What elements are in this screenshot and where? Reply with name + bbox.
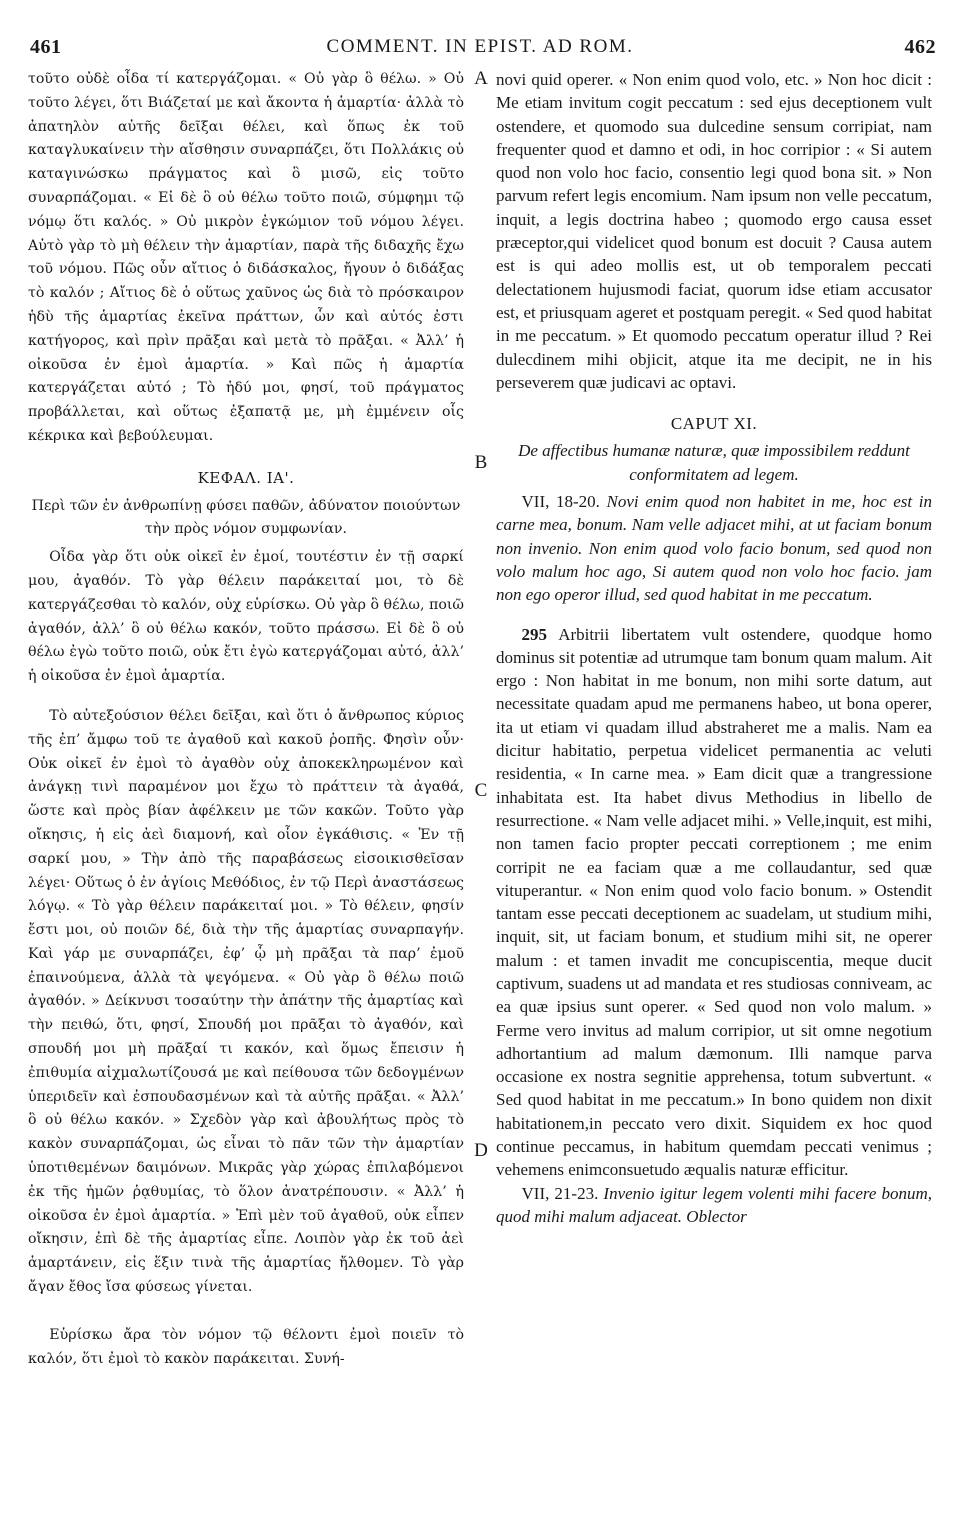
verse-reference: VII, 18-20. <box>521 492 600 512</box>
page-number-left: 461 <box>30 36 62 58</box>
greek-scripture-text: Οἶδα γὰρ ὅτι οὐκ οἰκεῖ ἐν ἐμοί, τουτέστιν ἐν τῇ σαρκί μου, ἀγαθόν. Τὸ γὰρ θέλειν παράκειταί μοι, τὸ δὲ κατεργάζεσθαι τὸ καλόν, οὐχ εὑρίσκω. Οὐ γὰρ ὃ θέλω, ποιῶ ἀγαθόν, ἀλλ’ ὃ οὐ θέλω κακόν, τοῦτο πράσσω. Εἰ δὲ ὃ οὐ θέλω ἐγὼ τοῦτο ποιῶ, οὐκ ἔτι ἐγὼ κατεργάζομαι αὐτό, ἀλλ’ ἡ οἰκοῦσα ἐν ἐμοὶ ἁμαρτία. <box>28 549 464 685</box>
greek-scripture-text-2: Εὑρίσκω ἄρα τὸν νόμον τῷ θέλοντι ἐμοὶ ποιεῖν τὸ καλόν, ὅτι ἐμοὶ τὸ κακὸν παράκειται. Συνή- <box>28 1326 464 1367</box>
margin-letter-b: B <box>474 452 488 473</box>
latin-verse-block-2 <box>496 1182 932 1229</box>
margin-letter-a: A <box>474 68 488 89</box>
verse-text: Invenio igitur legem volenti mihi facere bonum, quod mihi malum adjaceat. Oblector <box>496 1183 932 1226</box>
greek-paragraph-1: τοῦτο οὐδὲ οἶδα τί κατεργάζομαι. « Οὐ γὰρ ὃ θέλω. » Οὐ τοῦτο λέγει, ὅτι Βιάζεταί με καὶ ἄκοντα ἡ ἁμαρτία· ἀλλὰ τὸ ἀπατηλὸν αὐτῆς δεῖξαι θέλει, καὶ ὅπως ἐκ τοῦ καταγλυκαίνειν τὴν αἴσθησιν συναρπάζει, ὅτι Πολλάκις οὐ καταγινώσκω πράγματος καὶ ὃ μισῶ, εἰς τοῦτο συναρπάζομαι. « Εἰ δὲ ὃ οὐ θέλω τοῦτο ποιῶ, σύμφημι τῷ νόμῳ ὅτι καλός. » Οὐ μικρὸν ἐγκώμιον τοῦ νόμου λέγει. Αὐτὸ γὰρ τὸ μὴ θέλειν τὴν ἁμαρτίαν, παρὰ τῆς διδαχῆς ἔχω τοῦ νόμου. Πῶς οὖν αἴτιος ὁ διδάσκαλος, ἤγουν ὁ διδάξας τὸ καλόν ; Αἴτιος δὲ ὁ οὕτως χαῦνος ὡς διὰ τὸ πρόσκαιρον ἡδὺ τῆς ἁμαρτίας ἐκεῖνα πράττων, ὧν καὶ αὐτός ἐστι κατήγορος, καὶ πρὶν πρᾶξαι καὶ μετὰ τὸ πρᾶξαι. « Ἀλλ’ ἡ οἰκοῦσα ἐν ἐμοὶ ἁμαρτία. » Καὶ πῶς ἡ ἁμαρτία κατεργάζεται αὐτό ; Τὸ ἡδύ μοι, φησί, τοῦ πράγματος προβάλλεται, καὶ οὕτως ἐξαπατᾷ με, μὴ ἐμμένειν οἷς κέκρικα καὶ βεβούλευμαι. <box>28 71 464 444</box>
latin-paragraph-1: novi quid operer. « Non enim quod volo, etc. » Non hoc dicit : Me etiam invitum cogit peccatum : sed ejus deceptionem vult ostendere, et quomodo sua dulcedine sensum corripiat, nam frequenter quod et damno et odi, in hoc corripior : « Si autem quod non volo hoc facio, consentio legi quod bona sit. » Non parvum refert legis encomium. Nam ipsum non velle peccatum, inquit, a legis doctrina habeo ; quomodo ergo causa esset præceptor,qui videlicet quod bonum est docuit ? Causa autem est is qui adeo mollis est, ut ob temporalem peccati delectationem hujusmodi faciat, quorum idse etiam accusator est, et priusquam ageret et postquam peregit. « Sed quod habitat in me peccatum. » Et quomodo peccatum operatur illud ? Rei dulecdinem mihi objicit, atque ita me decipit, ne in his perseverem quæ judicavi ac optavi. <box>496 70 932 392</box>
latin-commentary-text: Arbitrii libertatem vult ostendere, quodque homo dominus sit potentiæ ad utrumque tam bonum quam malum. Ait ergo : Non habitat in me bonum, non mihi sorte datum, aut necessitate quadam apud me permanens habeo, ut bona operer, ita ut etiam vi quadam illud abstraheret me a malis. Nam ea dicitur habitatio, perpetua videlicet permanentia ac veluti residentia, « In carne mea. » Eam dicit quæ a trangressione inhabitata est. Ita habet divus Methodius in libello de resurrectione. « Nam velle adjacet mihi. » Velle,inquit, est mihi, non tamen facio propter peccati correptionem ; me enim corripit ne ea faciam quæ a me collaudantur, sed quæ vituperantur. « Non enim quod volo facio bonum. » Ostendit tantam esse peccati deceptionem ac suadelam, ut studium mihi, inquit, sit, ut faciam bonum, et studium mihi sit, ne operer malum : et tamen invadit me concupiscentia, meque ducit captivum, suadens ut ad mandata et res studiosas conniveam, ac ea quæ ipsius sunt operer. « Sed quod non volo malum. » Ferme vero invitus ad malum corripior, ut sit omne negotium adhortantium ad malum dæmonum. Illi namque parva occasione ex nostra segnitie apprehensa, totum subvertunt. « Sed quod habitat in me peccatum.» In bono quidem non dixit habitationem,in peccato vero dixit. Siquidem ex hoc quod continue peccamus, in habitum quemdam peccati venimus ; vehemens enimconsuetudo æqualis naturæ efficitur. <box>496 624 932 1180</box>
greek-paragraph-2: Τὸ αὐτεξούσιον θέλει δεῖξαι, καὶ ὅτι ὁ ἄνθρωπος κύριος τῆς ἐπ’ ἄμφω τοῦ τε ἀγαθοῦ καὶ κακοῦ ῥοπῆς. Φησὶν οὖν· Οὐκ οἰκεῖ ἐν ἐμοὶ τὸ ἀγαθὸν οὐχ ἀποκεκληρωμένον καὶ ἀνάγκῃ τινὶ παραμένον μοι ἔχω τὸ πράττειν τὰ ἀγαθά, ὥστε καὶ πρὸς βίαν ἀφέλκειν με τῶν κακῶν. Τοῦτο γὰρ οἴκησις, ἡ εἰς ἀεὶ διαμονή, καὶ οἷον ἐγκάθισις. « Ἐν τῇ σαρκί μου, » Τὴν ἀπὸ τῆς παραβάσεως εἰσοικισθεῖσαν λέγει· Οὕτως ὁ ἐν ἁγίοις Μεθόδιος, ἐν τῷ Περὶ ἀναστάσεως λόγῳ. « Τὸ γὰρ θέλειν παράκειταί μοι. » Τὸ θέλειν, φησίν ἔστι μοι, οὐ ποιῶν δέ, διὰ τὴν τῆς ἁμαρτίας συναρπαγήν. Καὶ γάρ με συναρπάζει, ἐφ’ ᾧ μὴ πρᾶξαι τὰ παρ’ ἐμοῦ ἐπαινούμενα, ἀλλὰ τὰ ψεγόμενα. « Οὐ γὰρ ὃ θέλω ποιῶ ἀγαθόν. » Δείκνυσι τοσαύτην τὴν ἀπάτην τῆς ἁμαρτίας καὶ τὴν πειθώ, ὅτι, φησί, Σπουδή μοι πρᾶξαι τὸ ἀγαθόν, καὶ σπουδή μοι μὴ πρᾶξαί τι κακόν, καὶ ὅμως ἔπεισιν ἡ ἐπιθυμία αἰχμαλωτίζουσά με καὶ πείθουσα τῶν δεδογμένων ὑπεριδεῖν καὶ ἐσπουδασμένων καὶ τὰ αὐτῆς πρᾶξαι. « Ἀλλ’ ὃ οὐ θέλω κακόν. » Σχεδὸν γὰρ καὶ ἀβουλήτως πρὸς τὸ κακὸν συναρπάζομαι, ὡς εἶναι τὸ πᾶν τῶν τὴν ἁμαρτίαν ὑποτιθεμένων δαιμόνων. Μικρᾶς γὰρ χώρας ἐπιλαβόμενοι ἐκ τῆς ἡμῶν ῥᾳθυμίας, τὸ ὅλον ἀνατρέπουσιν. « Ἀλλ’ ἡ οἰκοῦσα ἐν ἐμοὶ ἁμαρτία. » Ἐπὶ μὲν τοῦ ἀγαθοῦ, οὐκ εἶπεν οἴκησιν, ἐπὶ δὲ τῆς ἁμαρτίας εἶπε. Λοιπὸν γὰρ ἐκ τοῦ ἀεὶ ἁμαρτάνειν, εἰς ἕξιν τινὰ τῆς ἁμαρτίας ἤλθομεν. Τὸ γὰρ ἄγαν ἔθος ἴσα φύσεως γίνεται. <box>28 707 464 1296</box>
latin-column <box>496 68 932 1228</box>
verse-text: Novi enim quod non habitet in me, hoc est in carne mea, bonum. Nam velle adjacet mihi, at ut faciam bonum non invenio. Non enim quod volo facio bonum, sed quod non volo malum hoc ago, Si autem quod non volo hoc facio. jam non ego operor illud, sed quod habitat in me peccatum. <box>496 492 932 605</box>
margin-letter-c: C <box>474 780 488 801</box>
verse-reference: VII, 21-23. <box>521 1183 599 1203</box>
greek-chapter-subtitle: Περὶ τῶν ἐν ἀνθρωπίνῃ φύσει παθῶν, ἀδύνατον ποιούντων τὴν πρὸς νόμον συμφωνίαν. <box>31 497 461 538</box>
latin-chapter-title: CAPUT XI. <box>670 414 758 434</box>
greek-chapter-title: ΚΕΦΑΛ. ΙΑ'. <box>197 468 295 487</box>
latin-paragraph-2 <box>496 623 932 1182</box>
greek-column <box>28 68 464 1371</box>
margin-letter-d: D <box>474 1140 488 1161</box>
latin-verse-block-1 <box>496 490 932 606</box>
page-header <box>24 36 936 64</box>
section-number: 295 <box>521 624 547 644</box>
page-number-right: 462 <box>904 36 936 58</box>
latin-chapter-subtitle: De affectibus humanæ naturæ, quæ impossibilem reddunt conformitatem ad legem. <box>518 441 910 484</box>
running-title: COMMENT. IN EPIST. AD ROM. <box>326 36 634 57</box>
